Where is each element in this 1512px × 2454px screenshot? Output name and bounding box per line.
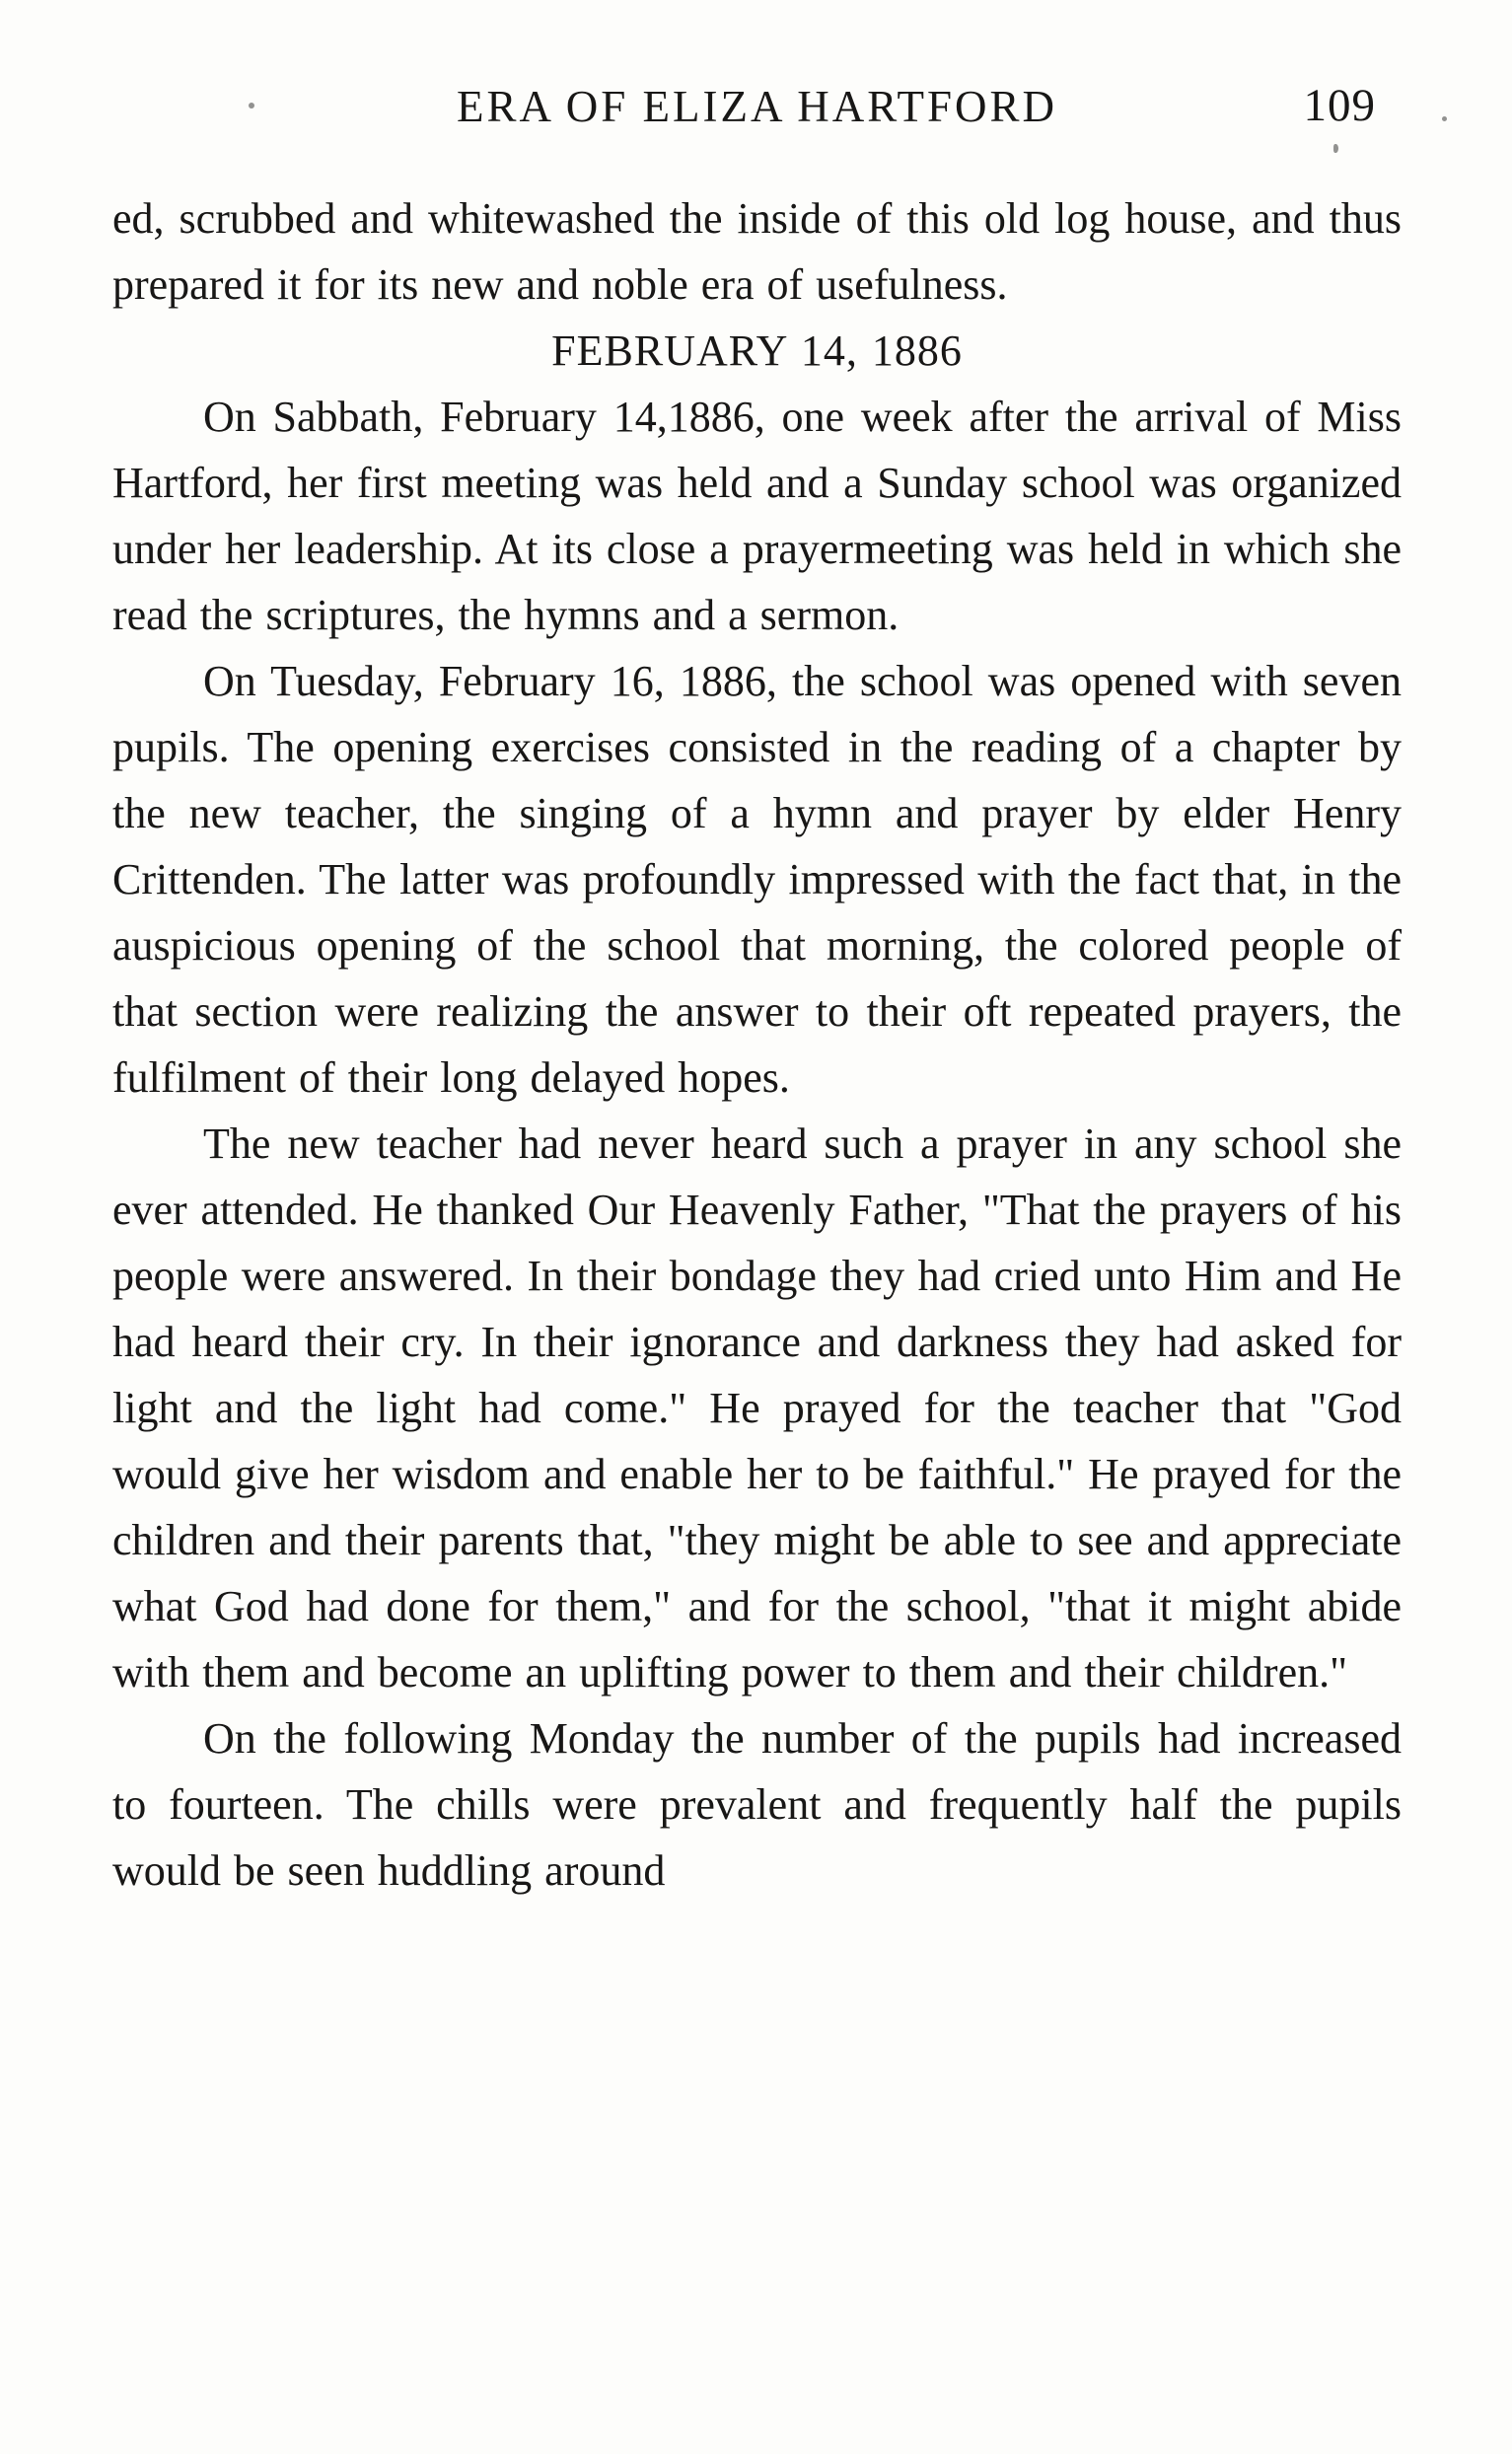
section-heading: FEBRUARY 14, 1886	[551, 326, 963, 375]
page-header	[112, 81, 1402, 150]
page-number: 109	[1303, 80, 1376, 131]
paragraph: On the following Monday the number of the pupils had increased to fourteen. The chills were prevalent and frequently half the pupils would be seen huddling around	[112, 1714, 1402, 1895]
page-body	[112, 185, 1402, 1904]
scan-artifact	[1442, 116, 1447, 121]
running-title: ERA OF ELIZA HARTFORD	[456, 82, 1058, 131]
paragraph: The new teacher had never heard such a prayer in any school she ever attended. He thanked Our Heavenly Father, "That the prayers of his people were answered. In their bondage they had cried unto Him and He had heard their cry. In their ignorance and darkness they had asked for light and the light had come." He prayed for the teacher that "God would give her wisdom and enable her to be faithful." He prayed for the children and their parents that, "they might be able to see and appreciate what God had done for them," and for the school, "that it might abide with them and become an uplifting power to them and their children."	[112, 1119, 1402, 1696]
paragraph-continuation: ed, scrubbed and whitewashed the inside of this old log house, and thus prepared it for its new and noble era of usefulness.	[112, 194, 1402, 309]
paragraph: On Sabbath, February 14,1886, one week after the arrival of Miss Hartford, her first meeting was held and a Sunday school was organized under her leadership. At its close a prayermeeting was held in which she read the scriptures, the hymns and a sermon.	[112, 393, 1402, 639]
paragraph: On Tuesday, February 16, 1886, the school was opened with seven pupils. The opening exercises consisted in the reading of a chapter by the new teacher, the singing of a hymn and prayer by elder Henry Crittenden. The latter was profoundly impressed with the fact that, in the auspicious opening of the school that morning, the colored people of that section were realizing the answer to their oft repeated prayers, the fulfilment of their long delayed hopes.	[112, 657, 1402, 1102]
